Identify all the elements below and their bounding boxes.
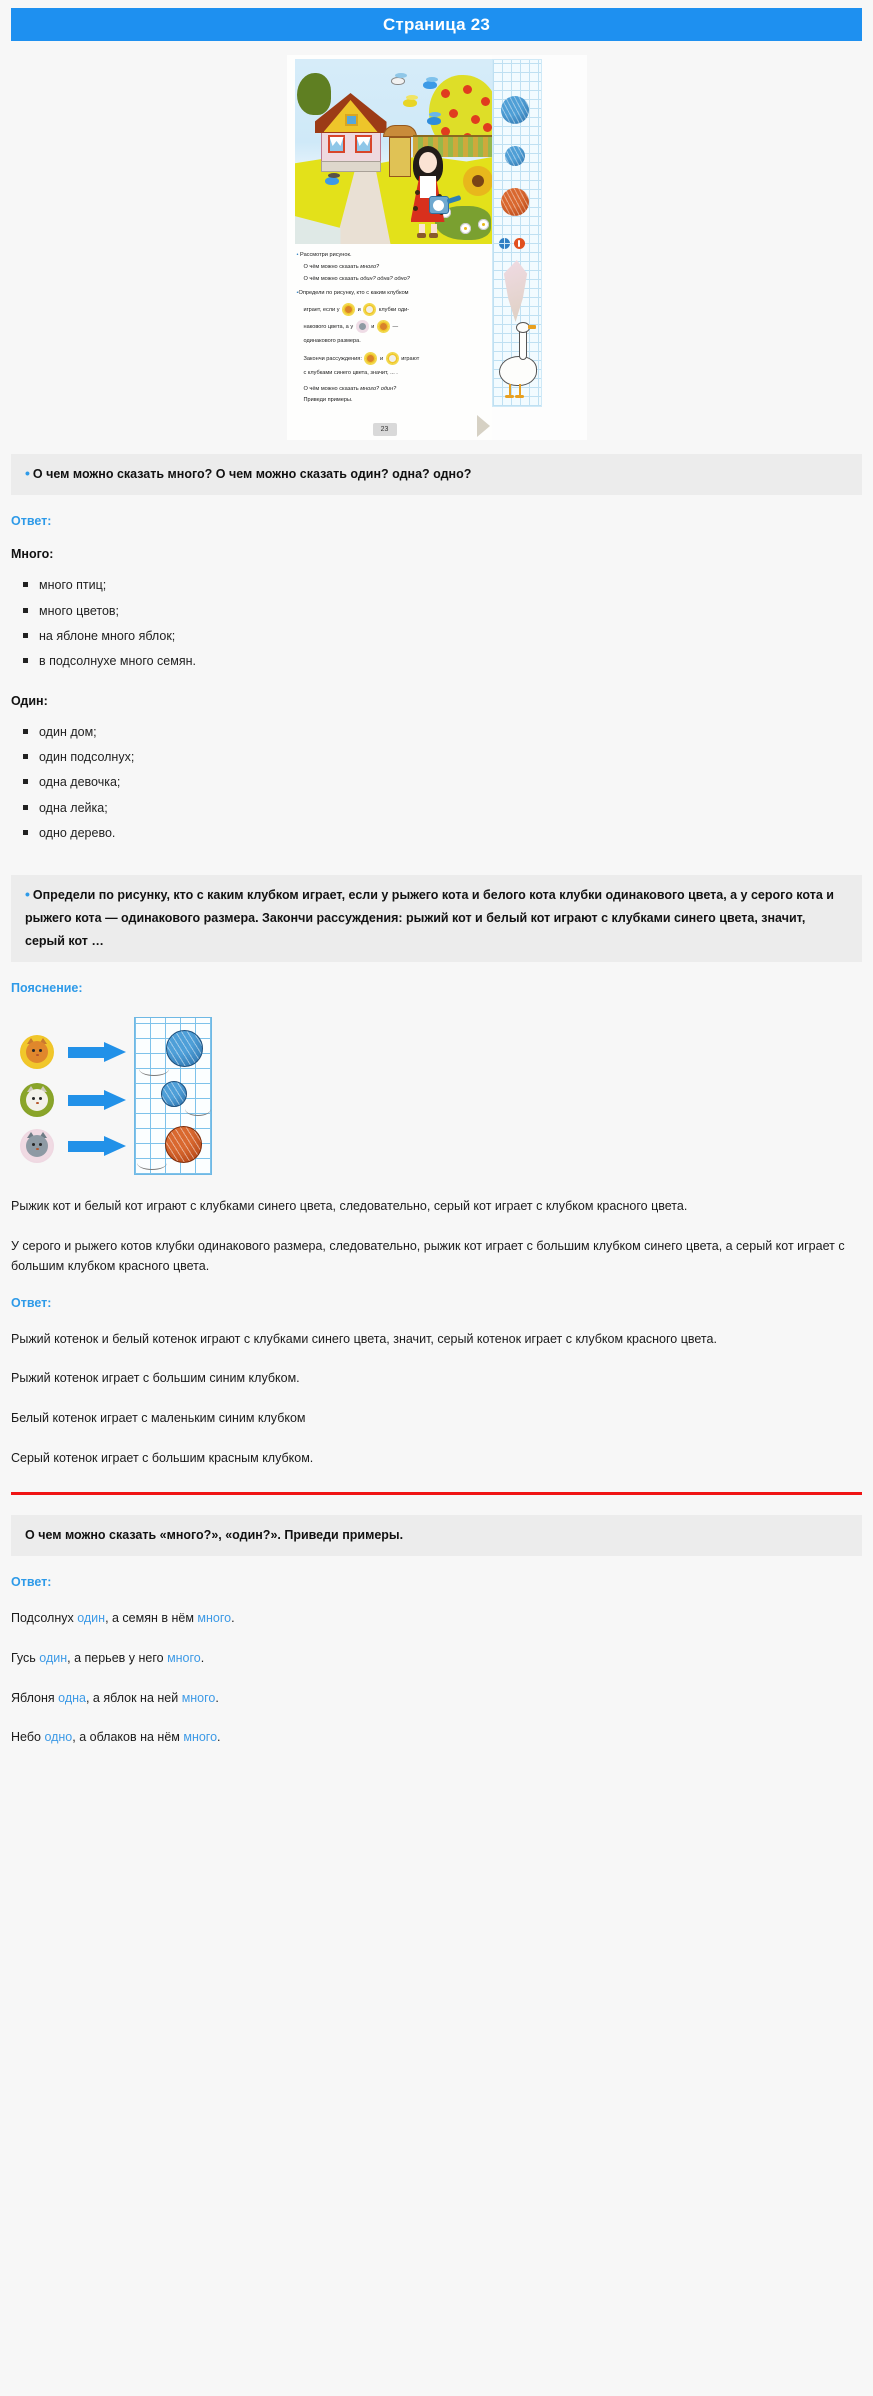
white-cat-chip-icon (363, 303, 376, 316)
example-highlight: много (181, 1690, 216, 1705)
scan-icon-row (499, 238, 525, 249)
scan-line: О чём можно сказать (303, 263, 361, 270)
answer-label-1: Ответ: (11, 514, 52, 529)
big-blue-yarn-ball (166, 1030, 203, 1067)
bullet-icon: • (25, 885, 30, 902)
scan-line: клубки оди- (378, 307, 410, 314)
question-block-3 (11, 1515, 862, 1556)
list-item: одна лейка; (39, 796, 862, 821)
example-text: . (200, 1651, 205, 1665)
yarn-thread (137, 1156, 167, 1170)
list-item: один подсолнух; (39, 745, 862, 770)
bullet-icon: • (25, 465, 30, 481)
example-text: Гусь (11, 1651, 40, 1665)
gray-cat-chip-icon (356, 320, 369, 333)
many-heading: Много: (11, 547, 54, 562)
textbook-page-scan (287, 55, 587, 440)
big-red-yarn-ball (501, 188, 529, 216)
scan-line-em: один? одна? одно? (360, 275, 410, 282)
list-item: в подсолнухе много семян. (39, 649, 862, 674)
question-2-text: Определи по рисунку, кто с каким клубком играет, если у рыжего кота и белого кота клубки одинакового цвета, а у серого кота и рыжего кота — одинакового размера. Закончи рассуждения: рыжий кот и белый кот играют с клубками синего цвета, значит, серый кот … (25, 887, 834, 948)
list-item: одно дерево. (39, 821, 862, 846)
example-text: . (215, 1690, 219, 1705)
example-sentence (11, 1648, 862, 1669)
example-text: , а семян в нём (105, 1611, 198, 1626)
explanation-label: Пояснение: (11, 980, 83, 995)
question-block-2 (11, 875, 862, 962)
answer-paragraph-3: Белый котенок играет с маленьким синим клубком (11, 1411, 306, 1425)
example-text: Подсолнух (11, 1611, 78, 1626)
example-highlight: один (77, 1611, 106, 1626)
page-title: Страница 23 (11, 8, 862, 41)
person-icon (514, 238, 525, 249)
scan-line: — (392, 324, 399, 331)
example-highlight: одна (58, 1690, 86, 1705)
scan-line: одинакового размера. (303, 338, 361, 345)
example-highlight: одно (44, 1730, 73, 1745)
example-text: , а перьев у него (67, 1651, 168, 1665)
goose-icon (497, 322, 539, 402)
list-item: на яблоне много яблок; (39, 624, 862, 649)
answer-label-2: Ответ: (11, 1295, 52, 1310)
example-sentence (11, 1608, 862, 1629)
feather-icon (503, 260, 529, 322)
list-item: много цветов; (39, 599, 862, 624)
arrow-right-icon (68, 1042, 126, 1062)
scan-line: и (380, 355, 384, 362)
big-red-yarn-ball (165, 1126, 202, 1163)
scan-line: с клубками синего цвета, значит, ... . (303, 369, 398, 376)
explanation-diagram (6, 1017, 336, 1177)
page-corner-fold (477, 415, 490, 437)
scan-line: играет, если у (303, 307, 340, 314)
answer-label-3: Ответ: (11, 1575, 52, 1590)
globe-icon (499, 238, 510, 249)
watering-can-icon (429, 194, 459, 216)
example-sentence (11, 1688, 862, 1709)
orange-cat-chip-icon (377, 320, 390, 333)
example-highlight: один (39, 1651, 68, 1665)
big-blue-yarn-ball (501, 96, 529, 124)
answer-paragraph-4: Серый котенок играет с большим красным клубком. (11, 1450, 314, 1465)
scan-line: О чём можно сказать (303, 275, 361, 282)
example-text: , а яблок на ней (85, 1690, 182, 1705)
house-icon (315, 93, 387, 177)
example-text: , а облаков на нём (72, 1730, 184, 1745)
scan-line: и (371, 324, 375, 331)
scan-line: играют (401, 355, 420, 362)
scan-line: Рассмотри рисунок. (300, 252, 352, 258)
example-sentence (11, 1727, 862, 1748)
scan-line: Приведи примеры. (303, 397, 353, 404)
scan-line: Закончи рассуждения: (303, 355, 362, 362)
page-root (0, 8, 873, 1754)
white-cat-face (20, 1083, 54, 1117)
scan-page-number: 23 (373, 423, 397, 436)
list-item: одна девочка; (39, 770, 862, 795)
scan-line: О чём можно сказать (303, 385, 361, 392)
daisy-icon (460, 223, 471, 234)
arrow-right-icon (68, 1136, 126, 1156)
section-divider (11, 1492, 862, 1495)
yarn-thread (139, 1062, 169, 1076)
list-item: один дом; (39, 720, 862, 745)
white-cat-chip-icon (386, 352, 399, 365)
scan-line-em: много? (360, 263, 380, 270)
example-highlight: много (183, 1730, 218, 1745)
explanation-paragraph-2: У серого и рыжего котов клубки одинакового размера, следовательно, рыжик кот играет с большим клубком синего цвета, а серый кот играет с большим клубком красного цвета. (11, 1238, 845, 1274)
orange-cat-face (20, 1035, 54, 1069)
orange-cat-chip-icon (342, 303, 355, 316)
example-highlight: много (197, 1611, 232, 1626)
answer-paragraph-1: Рыжий котенок и белый котенок играют с клубками синего цвета, значит, серый котенок играет с клубком красного цвета. (11, 1331, 717, 1346)
small-blue-yarn-ball (505, 146, 525, 166)
scan-line: и (357, 307, 361, 314)
example-text: Небо (11, 1730, 45, 1745)
example-highlight: много (167, 1651, 201, 1665)
list-item: много птиц; (39, 573, 862, 598)
daisy-icon (478, 219, 489, 230)
gray-cat-face (20, 1129, 54, 1163)
scan-line-em: много? один? (360, 385, 397, 392)
sunflower-icon (463, 166, 493, 196)
arrow-right-icon (68, 1090, 126, 1110)
one-heading: Один: (11, 693, 48, 708)
example-text: . (231, 1611, 235, 1626)
scan-illustration (295, 59, 495, 244)
example-text: Яблоня (11, 1690, 59, 1705)
one-list (11, 720, 862, 847)
question-1-text: О чем можно сказать много? О чем можно сказать один? одна? одно? (32, 467, 472, 481)
explanation-paragraph-1: Рыжик кот и белый кот играют с клубками синего цвета, следовательно, серый кот играет с клубком красного цвета. (11, 1198, 688, 1213)
yarn-grid-box (134, 1017, 212, 1175)
answer-paragraph-2: Рыжий котенок играет с большим синим клубком. (11, 1371, 300, 1386)
scan-text-block: • Рассмотри рисунок. О чём можно сказать много? О чём можно сказать один? одна? одно? •Определи по рисунку, кто с каким клубком играет, если у и клубки оди- накового цвета, а у и — одинакового размера. Закончи рассуждения: и играют с клубками синего цвета, значит, ... . О чём можно сказать много? один? Приведи примеры. (296, 252, 420, 404)
girl-icon (407, 146, 449, 238)
question-block-1 (11, 454, 862, 495)
textbook-scan-figure (0, 41, 873, 444)
many-list (11, 573, 862, 675)
example-text: . (217, 1730, 221, 1745)
scan-grid-panel (492, 59, 542, 407)
question-3-text: О чем можно сказать «много?», «один?». Приведи примеры. (25, 1528, 404, 1543)
scan-line: накового цвета, а у (303, 324, 354, 331)
scan-line: Определи по рисунку, кто с каким клубком (298, 290, 409, 297)
yarn-thread (185, 1102, 211, 1116)
orange-cat-chip-icon (364, 352, 377, 365)
small-blue-yarn-ball (161, 1081, 187, 1107)
